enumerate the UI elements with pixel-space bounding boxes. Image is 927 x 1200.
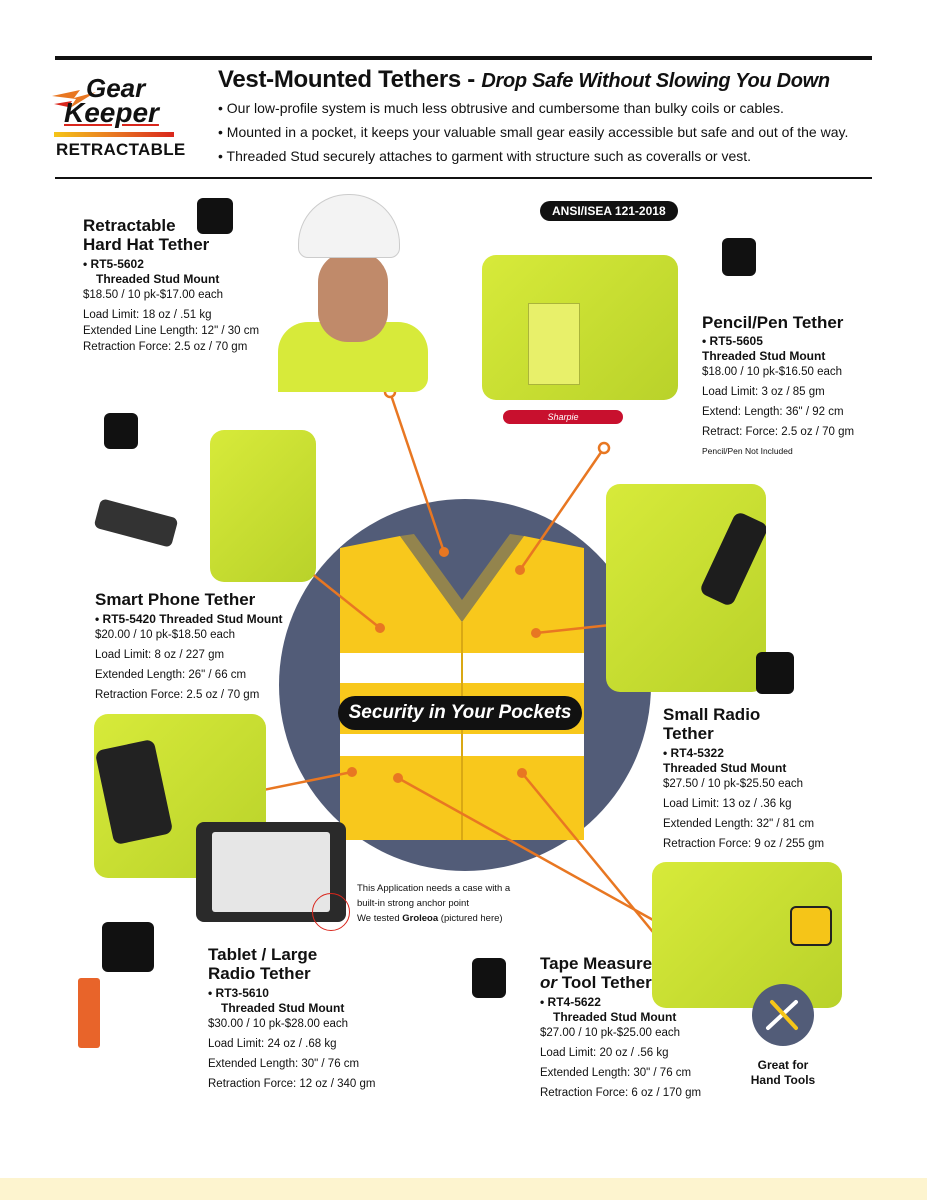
tape-spec-force: Retraction Force: 6 oz / 170 gm xyxy=(540,1087,702,1099)
bullet-2: • Mounted in a pocket, it keeps your valuable small gear easily accessible but safe and out of the way. xyxy=(218,124,849,140)
tablet-title2: Radio Tether xyxy=(208,964,311,983)
tape-measure-image xyxy=(790,906,832,946)
tablet-spec-length: Extended Length: 30" / 76 cm xyxy=(208,1058,360,1070)
radio-title2: Tether xyxy=(663,724,714,743)
radio-price: $27.50 / 10 pk-$25.50 each xyxy=(663,778,804,790)
title-sub: Drop Safe Without Slowing You Down xyxy=(481,70,830,92)
radio-sku: • RT4-5322 xyxy=(663,746,724,760)
hardhat-sku: • RT5-5602 xyxy=(83,257,144,271)
tape-sku: • RT4-5622 xyxy=(540,995,601,1009)
radio-reel-icon xyxy=(756,652,794,694)
tablet-title1: Tablet / Large xyxy=(208,945,318,964)
radio-spec-force: Retraction Force: 9 oz / 255 gm xyxy=(663,838,825,850)
tablet-reel-icon xyxy=(102,922,154,972)
footer-band xyxy=(0,1178,927,1200)
tablet-note-3-bold: Groleoa xyxy=(402,913,439,924)
tools-line2: Hand Tools xyxy=(750,1073,816,1087)
tape-reel-icon xyxy=(472,958,506,998)
hardhat-mount: Threaded Stud Mount xyxy=(96,272,220,286)
tablet-screen xyxy=(212,832,330,912)
pen-price: $18.00 / 10 pk-$16.50 each xyxy=(702,366,843,378)
hand-tools-icon xyxy=(752,984,814,1046)
product-hardhat xyxy=(83,216,259,355)
product-tape xyxy=(540,954,701,1103)
radio-image xyxy=(699,511,766,608)
vest-pocket xyxy=(528,303,580,385)
tablet-note-3-pre: We tested xyxy=(357,913,403,924)
hardhat-spec-force: Retraction Force: 2.5 oz / 70 gm xyxy=(83,341,248,353)
phone-spec-length: Extended Length: 26" / 66 cm xyxy=(95,669,247,681)
phone-spec-force: Retraction Force: 2.5 oz / 70 gm xyxy=(95,689,260,701)
radio-spec-length: Extended Length: 32" / 81 cm xyxy=(663,818,815,830)
hardhat-title2: Hard Hat Tether xyxy=(83,235,210,254)
tablet-note-3 xyxy=(357,911,510,926)
tablet-mount: Threaded Stud Mount xyxy=(221,1001,345,1015)
product-tablet xyxy=(208,945,375,1094)
phone-spec-load: Load Limit: 8 oz / 227 gm xyxy=(95,649,225,661)
logo-keeper: Keeper xyxy=(64,97,159,128)
tablet-spec-force: Retraction Force: 12 oz / 340 gm xyxy=(208,1078,376,1090)
radio-vest-photo xyxy=(606,484,766,692)
hardhat-spec-load: Load Limit: 18 oz / .51 kg xyxy=(83,309,212,321)
tape-title2-or: or xyxy=(540,973,557,992)
pen-spec-force: Retract: Force: 2.5 oz / 70 gm xyxy=(702,426,855,438)
hardhat-shape xyxy=(298,194,400,258)
tablet-strap-icon xyxy=(78,978,100,1048)
title-main: Vest-Mounted Tethers - xyxy=(218,66,475,93)
logo-gear: Gear xyxy=(86,73,146,103)
tablet-price: $30.00 / 10 pk-$28.00 each xyxy=(208,1018,349,1030)
pen-sku: • RT5-5605 xyxy=(702,334,763,348)
tablet-note-1: This Application needs a case with a xyxy=(357,883,511,894)
product-phone xyxy=(95,590,283,705)
pen-mount: Threaded Stud Mount xyxy=(702,349,826,363)
center-banner: Security in Your Pockets xyxy=(338,696,582,730)
phone-vest-photo xyxy=(210,430,316,582)
tablet-case-note xyxy=(357,881,510,926)
radio-mount: Threaded Stud Mount xyxy=(663,761,787,775)
hand-tools-caption xyxy=(740,1058,826,1088)
radio-spec-load: Load Limit: 13 oz / .36 kg xyxy=(663,798,792,810)
tablet-image xyxy=(95,739,174,845)
product-pen xyxy=(702,313,854,456)
tape-mount: Threaded Stud Mount xyxy=(553,1010,677,1024)
pen-vest-photo xyxy=(482,255,678,400)
hardhat-title1: Retractable xyxy=(83,216,176,235)
anchor-point-circle xyxy=(312,893,350,931)
product-radio xyxy=(663,705,824,854)
pen-note: Pencil/Pen Not Included xyxy=(702,446,793,456)
hardhat-price: $18.50 / 10 pk-$17.00 each xyxy=(83,289,224,301)
pen-reel-icon xyxy=(722,238,756,276)
tape-spec-length: Extended Length: 30" / 76 cm xyxy=(540,1067,692,1079)
hardhat-photo xyxy=(258,192,428,392)
tablet-note-2: built-in strong anchor point xyxy=(357,898,469,909)
phone-sku: • RT5-5420 Threaded Stud Mount xyxy=(95,612,283,626)
wrench-screwdriver-icon xyxy=(752,984,814,1046)
tape-spec-load: Load Limit: 20 oz / .56 kg xyxy=(540,1047,669,1059)
tools-line1: Great for xyxy=(757,1058,809,1072)
marker-image: Sharpie xyxy=(503,410,623,424)
tablet-spec-load: Load Limit: 24 oz / .68 kg xyxy=(208,1038,337,1050)
logo-retractable: RETRACTABLE xyxy=(56,140,186,159)
tape-title2 xyxy=(540,973,701,992)
pen-spec-length: Extend: Length: 36" / 92 cm xyxy=(702,406,844,418)
pen-spec-load: Load Limit: 3 oz / 85 gm xyxy=(702,386,825,398)
ansi-badge: ANSI/ISEA 121-2018 xyxy=(540,201,678,221)
bullet-1: • Our low-profile system is much less obtrusive and cumbersome than bulky coils or cables. xyxy=(218,100,784,116)
pen-title: Pencil/Pen Tether xyxy=(702,313,844,332)
phone-reel-icon xyxy=(104,413,138,449)
tape-title1: Tape Measure xyxy=(540,954,653,973)
head-shape xyxy=(318,252,388,342)
phone-price: $20.00 / 10 pk-$18.50 each xyxy=(95,629,236,641)
hardhat-spec-length: Extended Line Length: 12" / 30 cm xyxy=(83,325,260,337)
phone-title: Smart Phone Tether xyxy=(95,590,256,609)
tablet-sku: • RT3-5610 xyxy=(208,986,269,1000)
radio-title1: Small Radio xyxy=(663,705,761,724)
tablet-note-3-post: (pictured here) xyxy=(438,913,503,924)
tape-title2-rest: Tool Tether xyxy=(557,973,652,992)
tape-price: $27.00 / 10 pk-$25.00 each xyxy=(540,1027,681,1039)
bullet-3: • Threaded Stud securely attaches to garment with structure such as coveralls or vest. xyxy=(218,148,752,164)
